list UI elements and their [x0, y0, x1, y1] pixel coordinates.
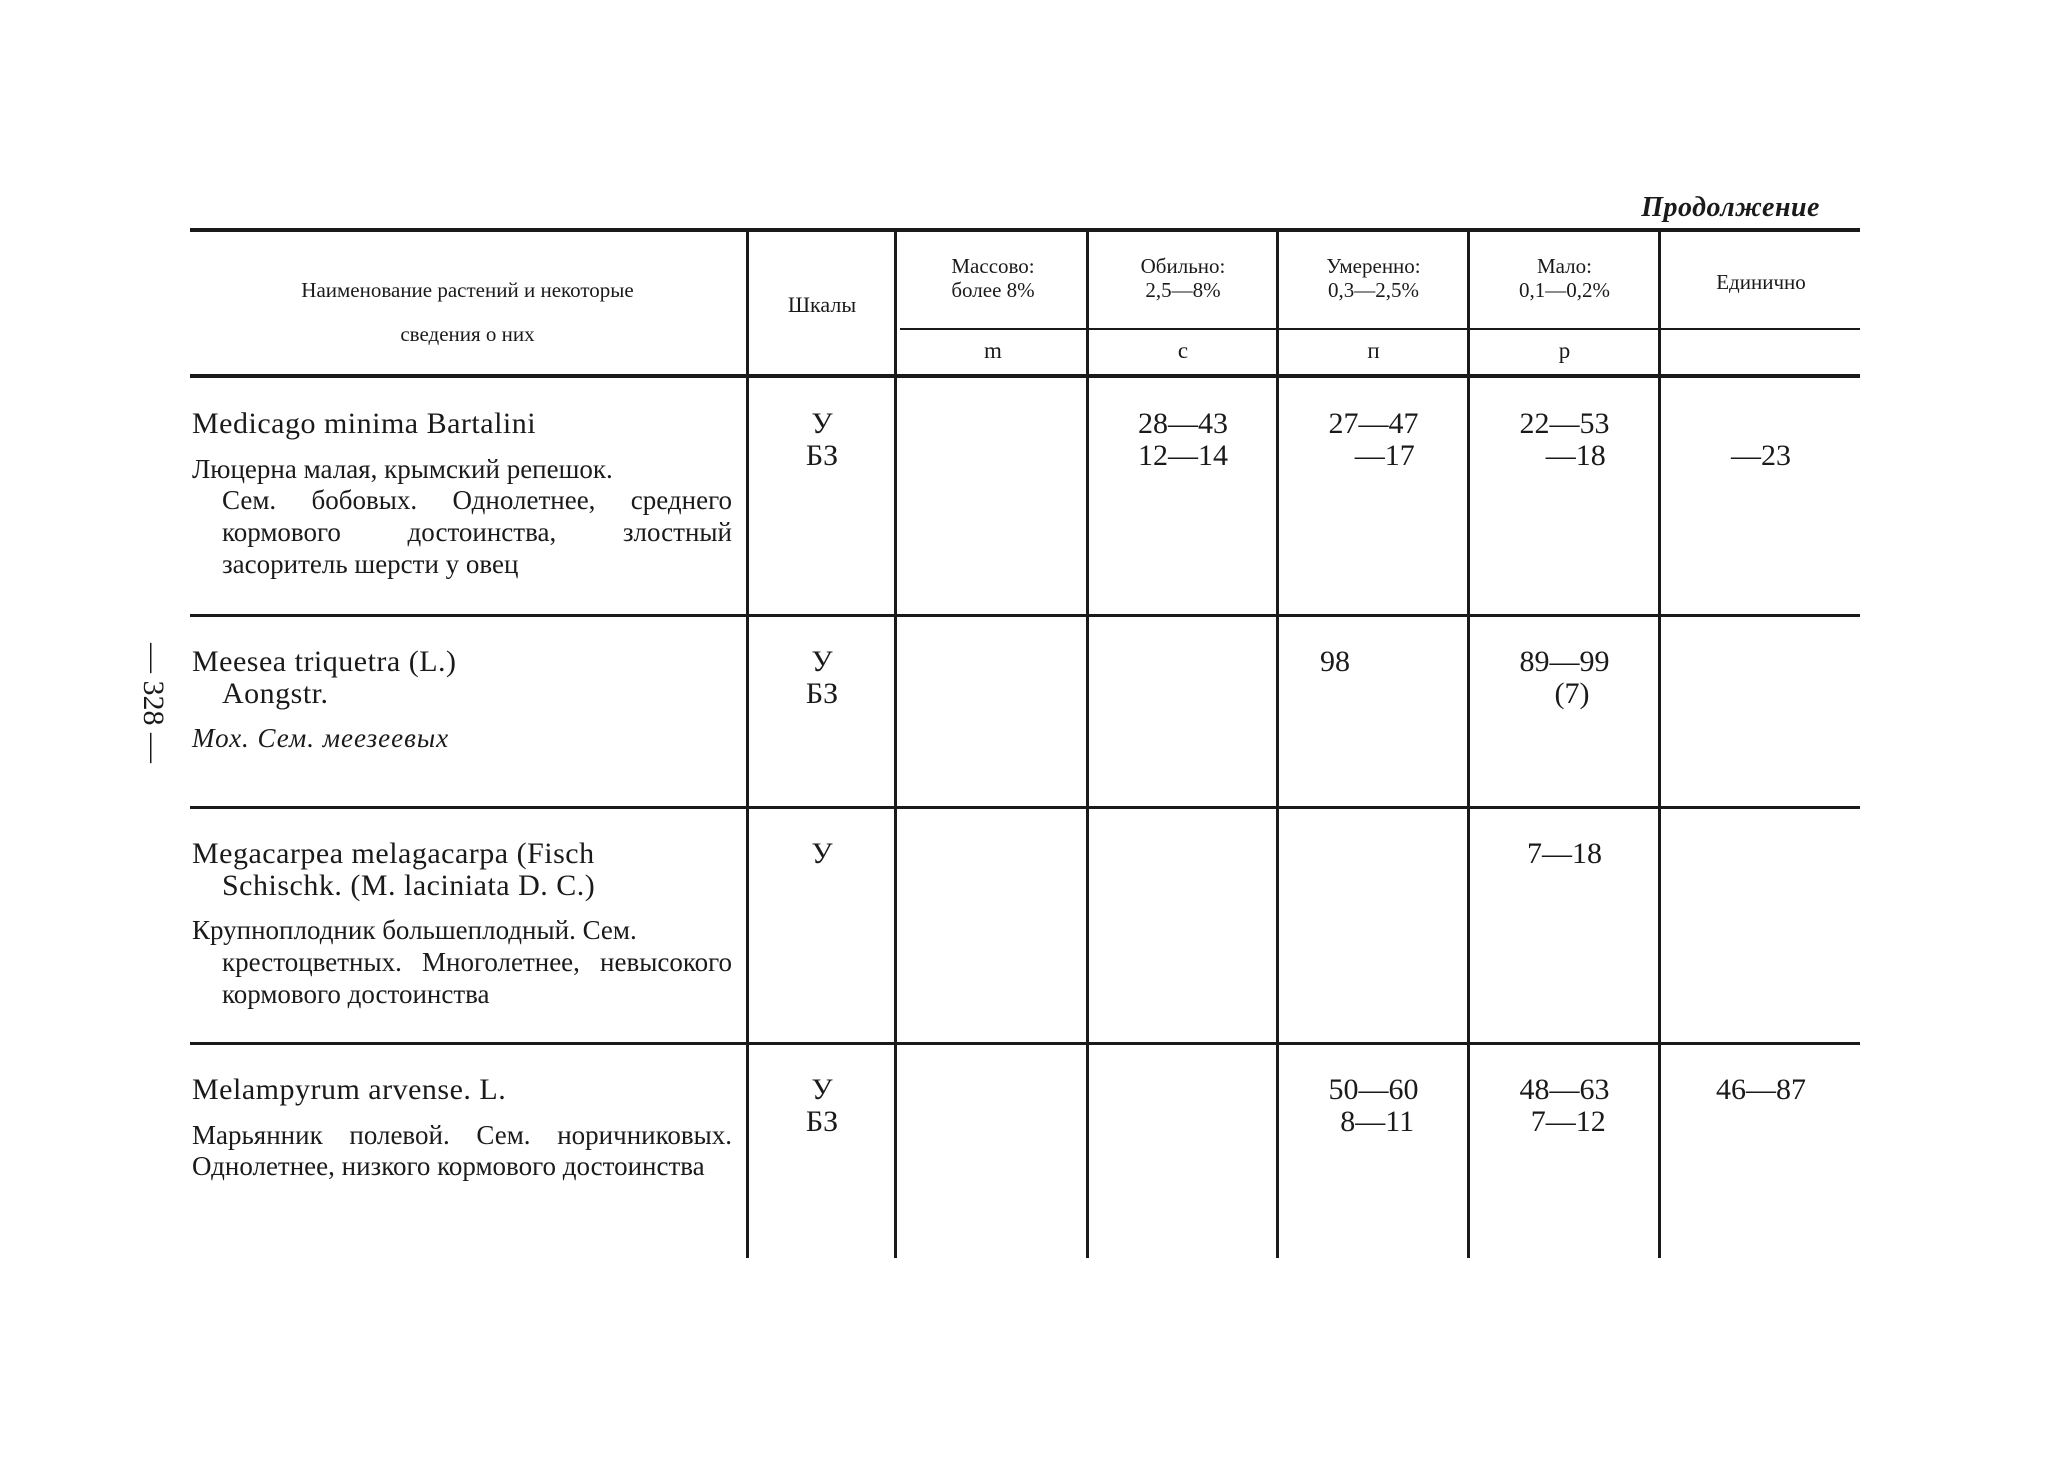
table-row: [192, 838, 732, 1011]
obilno-value: 28—43 12—14: [1138, 407, 1228, 472]
header-code-c: c: [1177, 338, 1189, 363]
latin-name: Meesea triquetra (L.) Aongstr.: [192, 645, 457, 710]
table-top-rule: [190, 228, 1860, 232]
row-divider-3: [190, 1042, 1860, 1045]
col-divider-5: [1467, 232, 1470, 1258]
latin-name: Melampyrum arvense. L.: [192, 1073, 507, 1106]
row-divider-2: [190, 806, 1860, 809]
table-row: [192, 1074, 732, 1183]
header-col-umerenno: Умеренно: 0,3—2,5%: [1326, 254, 1421, 303]
header-scale-col: Шкалы: [787, 292, 857, 317]
table-row: [192, 408, 732, 581]
malo-value: 22—53 —18: [1519, 407, 1610, 472]
page-number: — 328 —: [137, 643, 170, 763]
header-code-n: п: [1367, 338, 1380, 363]
malo-value: 48—63 7—12: [1519, 1073, 1610, 1138]
continuation-label: Продолжение: [1641, 192, 1820, 223]
table-row: [192, 646, 732, 755]
edinichno-value: 46—87: [1716, 1073, 1806, 1106]
edinichno-value: —23: [1731, 439, 1791, 472]
header-col-massovo: Массово: более 8%: [951, 254, 1035, 303]
latin-name: Megacarpea melagacarpa (Fisch Schischk. (M. laciniata D. C.): [192, 837, 596, 902]
plant-description: Марьянник полевой. Сем. норичниковых. Однолетнее, низкого кормового достоинства: [192, 1119, 732, 1182]
header-bottom-rule: [190, 374, 1860, 378]
header-code-m: m: [984, 338, 1002, 363]
col-divider-6: [1658, 232, 1661, 1258]
malo-value: 7—18: [1527, 837, 1602, 870]
latin-name: Medicago minima Bartalini: [192, 407, 537, 440]
scale-value: У БЗ: [805, 1073, 839, 1138]
scale-value: У: [811, 837, 833, 870]
plant-description: Крупноплодник большеплодный. Сем. крестоцветных. Многолетнее, невысокого кормового достоинства: [192, 915, 732, 1009]
header-col-edinichno: Единично: [1716, 270, 1806, 294]
header-subrule: [900, 328, 1860, 330]
scale-value: У БЗ: [805, 645, 839, 710]
row-divider-1: [190, 614, 1860, 617]
umerenno-value: 27—47 —17: [1328, 407, 1419, 472]
header-col-obilno: Обильно: 2,5—8%: [1140, 254, 1226, 303]
col-divider-3: [1086, 232, 1089, 1258]
plant-description: Мох. Сем. меезеевых: [192, 723, 450, 753]
header-code-p: р: [1558, 338, 1571, 363]
umerenno-value: 50—60 8—11: [1328, 1073, 1419, 1138]
plant-description: Люцерна малая, крымский репешок. Сем. бобовых. Однолетнее, среднего кормового достоинства, злостный засоритель шерсти у овец: [192, 453, 732, 580]
scale-value: У БЗ: [805, 407, 839, 472]
umerenno-value: 98: [1320, 645, 1350, 678]
col-divider-1: [746, 232, 749, 1258]
header-name-col: Наименование растений и некоторые сведения о них: [301, 278, 634, 347]
col-divider-4: [1276, 232, 1279, 1258]
malo-value: 89—99 (7): [1519, 645, 1610, 710]
header-col-malo: Мало: 0,1—0,2%: [1519, 254, 1610, 303]
col-divider-2: [894, 232, 897, 1258]
